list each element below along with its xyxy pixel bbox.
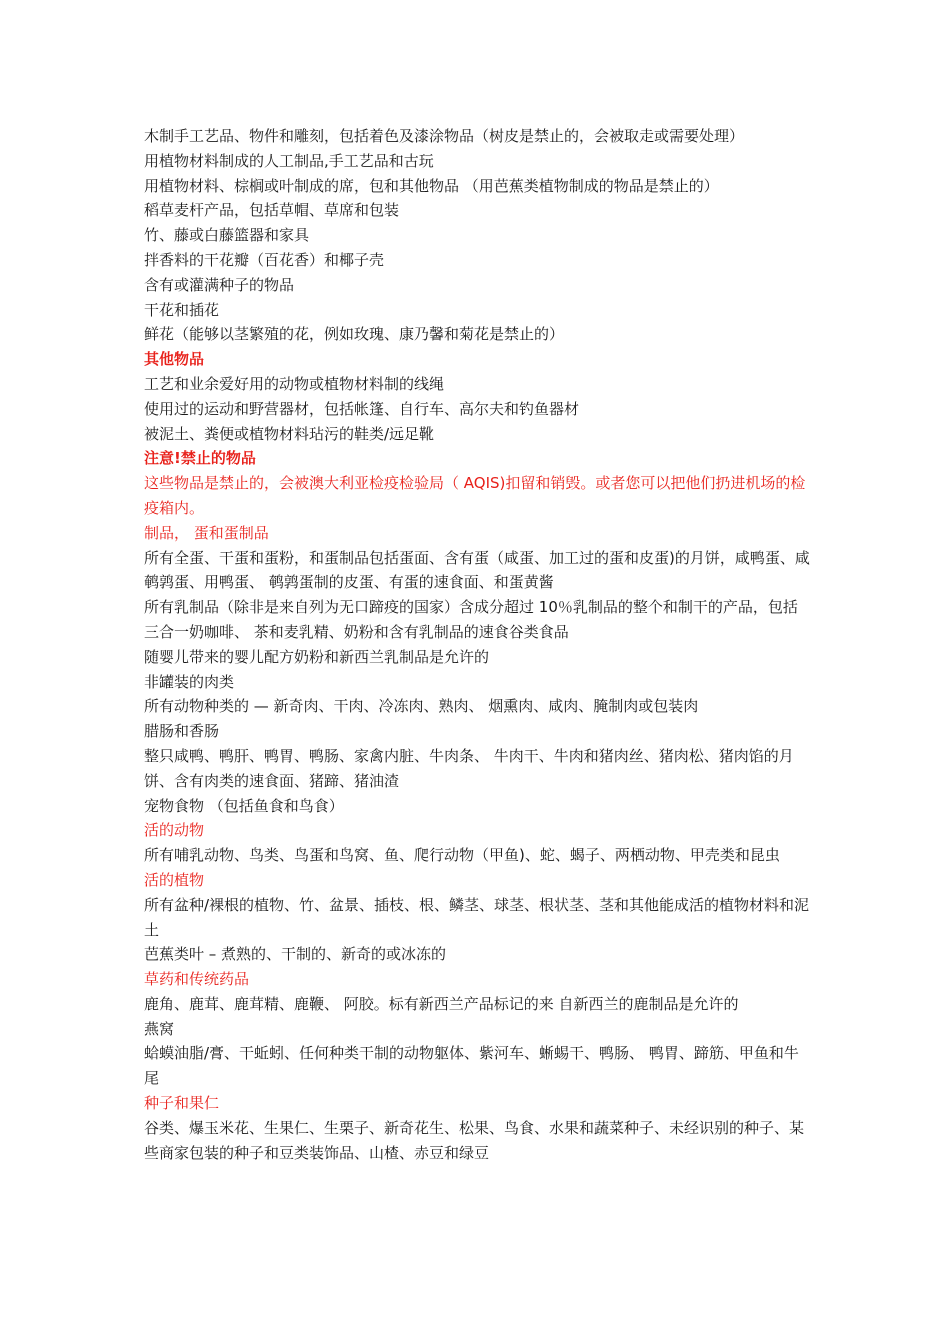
section-heading-other-items: 其他物品 <box>144 350 205 369</box>
text-line: 所有全蛋、干蛋和蛋粉，和蛋制品包括蛋面、含有蛋（咸蛋、加工过的蛋和皮蛋)的月饼，咸鸭蛋、咸鹌鹑蛋、用鸭蛋、 鹌鹑蛋制的皮蛋、有蛋的速食面、和蛋黄酱 <box>144 548 810 592</box>
text-line: 鹿角、鹿茸、鹿茸精、鹿鞭、 阿胶。标有新西兰产品标记的来 自新西兰的鹿制品是允许的 <box>144 994 739 1013</box>
document-body <box>144 124 810 1165</box>
subheading-herbal-medicines: 草药和传统药品 <box>144 970 250 989</box>
text-line: 蛤蟆油脂/膏、干蚯蚓、任何种类干制的动物躯体、紫河车、蜥蜴干、鸭肠、 鸭胃、蹄筋、甲鱼和牛尾 <box>144 1044 799 1088</box>
text-line: 使用过的运动和野营器材，包括帐篷、自行车、高尔夫和钓鱼器材 <box>144 399 580 418</box>
text-line: 所有哺乳动物、鸟类、鸟蛋和鸟窝、鱼、爬行动物（甲鱼)、蛇、蝎子、两栖动物、甲壳类和昆虫 <box>144 846 780 865</box>
text-line: 非罐装的肉类 <box>144 672 235 691</box>
text-line: 所有盆种/裸根的植物、竹、盆景、插枝、根、鳞茎、球茎、根状茎、茎和其他能成活的植物材料和泥土 <box>144 895 810 939</box>
text-line: 干花和插花 <box>144 300 220 319</box>
text-line: 随婴儿带来的婴儿配方奶粉和新西兰乳制品是允许的 <box>144 647 490 666</box>
text-line: 拌香料的干花瓣（百花香）和椰子壳 <box>144 250 385 269</box>
text-line: 用植物材料、棕榈或叶制成的席，包和其他物品 （用芭蕉类植物制成的物品是禁止的） <box>144 176 719 195</box>
text-line: 被泥土、粪便或植物材料玷污的鞋类/远足靴 <box>144 424 435 443</box>
text-line: 所有动物种类的 — 新奇肉、干肉、冷冻肉、熟肉、 烟熏肉、咸肉、腌制肉或包装肉 <box>144 697 699 716</box>
subheading-egg-products: 制品， 蛋和蛋制品 <box>144 523 269 542</box>
text-line: 谷类、爆玉米花、生果仁、生栗子、新奇花生、松果、鸟食、水果和蔬菜种子、未经识别的种子、某些商家包装的种子和豆类装饰品、山楂、赤豆和绿豆 <box>144 1118 805 1162</box>
section-heading-prohibited-items: 注意!禁止的物品 <box>144 449 256 468</box>
text-line: 整只咸鸭、鸭肝、鸭胃、鸭肠、家禽内脏、牛肉条、 牛肉干、牛肉和猪肉丝、猪肉松、猪肉馅的月饼、含有肉类的速食面、猪蹄、猪油渣 <box>144 746 794 790</box>
text-line: 用植物材料制成的人工制品,手工艺品和古玩 <box>144 151 434 170</box>
text-line: 腊肠和香肠 <box>144 722 220 741</box>
subheading-live-animals: 活的动物 <box>144 821 205 840</box>
text-line: 竹、藤或白藤篮器和家具 <box>144 226 310 245</box>
text-line: 所有乳制品（除非是来自列为无口蹄疫的国家）含成分超过 10％乳制品的整个和制干的产品，包括 三合一奶咖啡、 茶和麦乳精、奶粉和含有乳制品的速食谷类食品 <box>144 598 798 641</box>
text-line: 含有或灌满种子的物品 <box>144 275 295 294</box>
subheading-seeds-nuts: 种子和果仁 <box>144 1094 220 1113</box>
text-line: 工艺和业余爱好用的动物或植物材料制的线绳 <box>144 374 445 393</box>
text-line: 木制手工艺品、物件和雕刻，包括着色及漆涂物品（树皮是禁止的，会被取走或需要处理） <box>144 127 745 145</box>
text-line: 鲜花（能够以茎繁殖的花，例如玫瑰、康乃馨和菊花是禁止的） <box>144 325 565 344</box>
text-line: 宠物食物 （包括鱼食和鸟食） <box>144 796 344 815</box>
text-line: 稻草麦杆产品，包括草帽、草席和包装 <box>144 201 400 220</box>
text-line: 芭蕉类叶 – 煮熟的、干制的、新奇的或冰冻的 <box>144 945 447 964</box>
text-line: 燕窝 <box>144 1019 175 1038</box>
subheading-live-plants: 活的植物 <box>144 870 205 889</box>
warning-paragraph: 这些物品是禁止的，会被澳大利亚检疫检验局（ AQIS)扣留和销毁。或者您可以把他们扔进机场的检疫箱内。 <box>144 474 806 517</box>
